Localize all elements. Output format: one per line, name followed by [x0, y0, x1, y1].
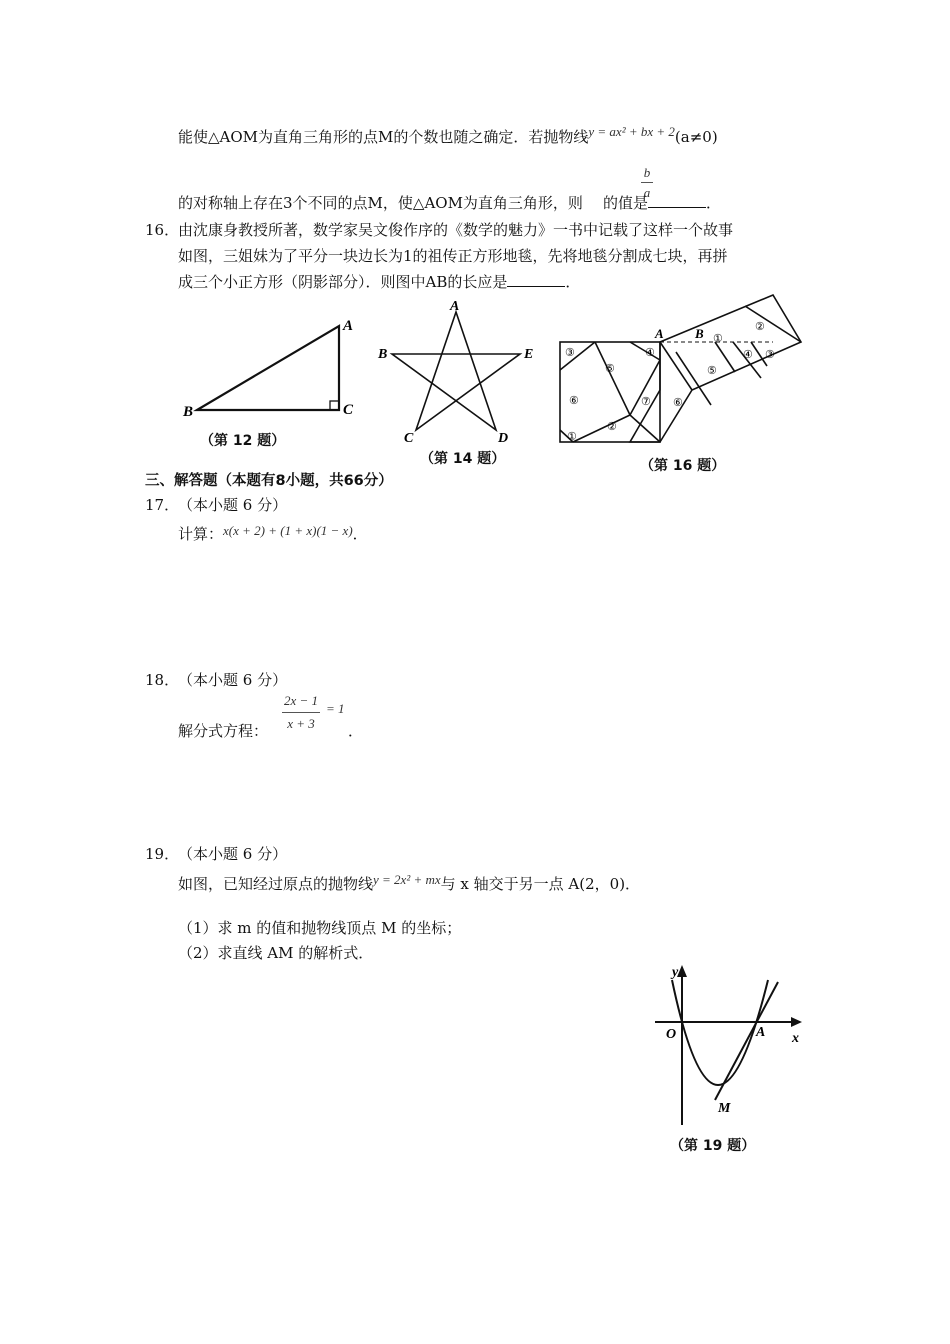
q18-score: （本小题 6 分）	[178, 671, 288, 689]
right-angle-mark	[330, 401, 339, 410]
q16-line3-text: 成三个小正方形（阴影部分）．则图中AB的长应是	[178, 273, 508, 291]
q16-number: 16．	[145, 221, 180, 239]
fig12-label-b: B	[183, 404, 194, 420]
piece-label: ④	[743, 349, 753, 361]
q15-line1	[178, 126, 718, 147]
fig19-label-a: A	[756, 1025, 766, 1040]
q17-end: ．	[352, 525, 368, 543]
piece-label: ①	[713, 333, 723, 345]
q17-body	[178, 523, 368, 544]
q19-part1: （1）求 m 的值和抛物线顶点 M 的坐标；	[178, 919, 462, 937]
q16-line3	[178, 271, 580, 292]
fig19-label-m: M	[718, 1101, 731, 1116]
piece-label: ⑤	[707, 365, 717, 377]
q17-prompt: 计算：	[178, 525, 224, 543]
q19-number: 19．	[145, 845, 180, 863]
q18-end: ．	[348, 722, 364, 740]
q16-answer-blank[interactable]	[507, 272, 565, 287]
piece-label: ⑤	[605, 363, 615, 375]
q15-line2	[178, 192, 721, 213]
piece-label: ③	[765, 349, 775, 361]
fig16-caption: （第 16 题）	[640, 458, 726, 474]
section-3-title: 三、解答题（本题有8小题，共66分）	[145, 473, 393, 489]
fig19-caption: （第 19 题）	[670, 1138, 756, 1154]
q18-number: 18．	[145, 671, 180, 689]
fig14-label-a: A	[450, 299, 460, 314]
fig14-label-c: C	[404, 431, 414, 446]
piece-label: ⑦	[641, 396, 651, 408]
fig14-label-d: D	[498, 431, 509, 446]
q18-numerator: 2x − 1	[284, 693, 319, 708]
y-axis-arrow	[677, 965, 687, 977]
piece-label: ⑥	[673, 397, 683, 409]
q15-answer-blank[interactable]	[648, 193, 706, 208]
q17-number: 17．	[145, 496, 180, 514]
piece-label: ②	[607, 421, 617, 433]
q19-part2: （2）求直线 AM 的解析式．	[178, 944, 374, 962]
q19-line1	[178, 873, 640, 894]
q15-formula: y = ax² + bx + 2	[588, 124, 675, 139]
piece-label: ④	[645, 347, 655, 359]
q15-condition: (a≠0)	[674, 128, 718, 146]
fig12-caption: （第 12 题）	[200, 433, 286, 449]
q19-line1-post: 与 x 轴交于另一点 A(2，0)．	[440, 875, 641, 893]
parabola	[672, 980, 768, 1085]
fig19-label-y: y	[672, 965, 679, 980]
figure-19	[650, 960, 815, 1130]
figure-16	[555, 290, 810, 455]
fig19-label-o: O	[666, 1027, 677, 1042]
q15-frac-den: a	[643, 185, 651, 200]
q18-denominator: x + 3	[287, 716, 315, 731]
piece-label: ⑥	[569, 395, 579, 407]
q16-line1: 由沈康身教授所著，数学家吴文俊作序的《数学的魅力》一书中记载了这样一个故事	[178, 221, 734, 239]
q15-line2-text: 的对称轴上存在3个不同的点M，使△AOM为直角三角形，则	[178, 194, 583, 212]
q17-score: （本小题 6 分）	[178, 496, 288, 514]
q19-line1-text: 如图，已知经过原点的抛物线	[178, 875, 374, 893]
fig12-label-c: C	[343, 402, 354, 418]
fig16-label-b: B	[695, 326, 704, 341]
q15-line2-post: 的值是	[602, 194, 648, 212]
piece-label: ②	[755, 321, 765, 333]
q19-score: （本小题 6 分）	[178, 845, 288, 863]
fig16-label-a: A	[655, 326, 664, 341]
fig14-caption: （第 14 题）	[420, 451, 506, 467]
fig14-label-e: E	[524, 347, 534, 362]
pentagram	[392, 312, 520, 430]
fig14-label-b: B	[378, 347, 388, 362]
q18-fraction	[282, 690, 320, 735]
fig19-label-x: x	[792, 1031, 799, 1046]
q19-formula: y = 2x² + mx	[373, 872, 441, 887]
line-am	[715, 982, 778, 1100]
q15-line1-text: 能使△AOM为直角三角形的点M的个数也随之确定．若抛物线	[178, 128, 589, 146]
q18-prompt: 解分式方程：	[178, 722, 269, 740]
q15-end: ．	[705, 194, 721, 212]
fig12-label-a: A	[343, 318, 354, 334]
q17-formula: x(x + 2) + (1 + x)(1 − x)	[223, 523, 353, 538]
q18-rhs: = 1	[326, 701, 345, 716]
figure-14	[372, 298, 542, 448]
triangle-abc	[197, 326, 339, 410]
piece-label: ③	[565, 347, 575, 359]
piece-label: ①	[567, 431, 577, 443]
q16-line2: 如图，三姐妹为了平分一块边长为1的祖传正方形地毯，先将地毯分割成七块，再拼	[178, 247, 728, 265]
x-axis-arrow	[791, 1017, 802, 1027]
q16-end: ．	[565, 273, 581, 291]
q15-frac-num: b	[643, 165, 651, 180]
